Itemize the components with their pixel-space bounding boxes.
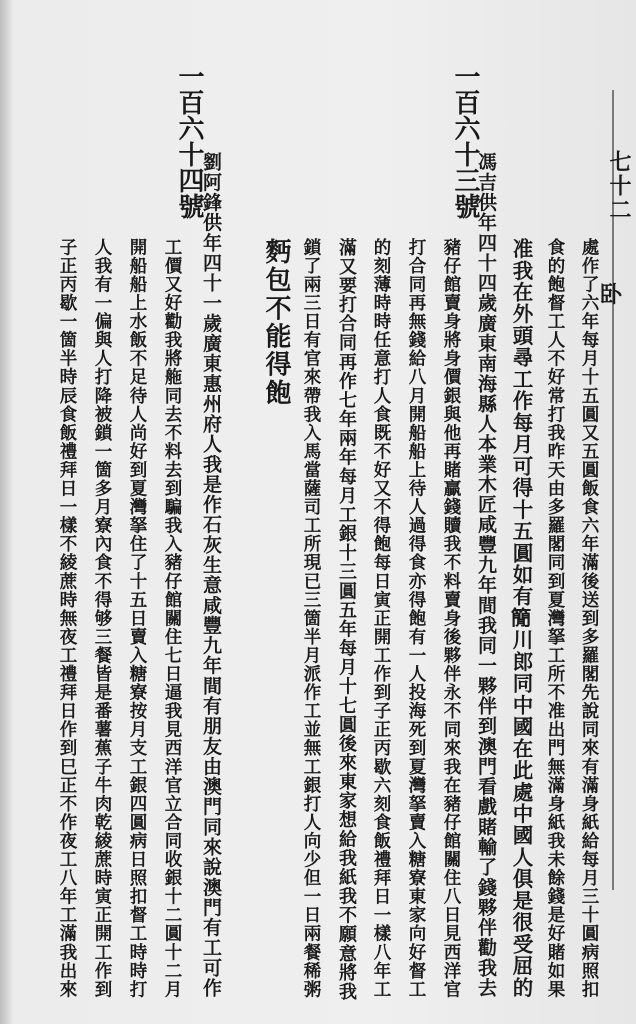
- heading-163: 一百六十三號: [450, 63, 480, 219]
- binding-fold: [0, 0, 12, 1024]
- text-column: 麪包不能得飽: [261, 238, 291, 408]
- text-column: 工價又好勸我將䑨同去不料去到騙我入豬仔館關住七日逼我見西洋官立合同收銀十二圓十二月: [162, 238, 182, 999]
- text-column: 食的飽督工人不好常打我昨天由多羅閣同到夏灣拏工所不准出門無滿身紙我未餘錢是好賭如果: [545, 238, 565, 999]
- text-column: 開船船上水飯不足待人尚好到夏灣拏住了十五日賣入糖寮按月支工銀四圓病日照扣督工時時打: [127, 238, 147, 999]
- heading-164: 一百六十四號: [174, 63, 204, 219]
- text-column: 馮吉供年四十四歲廣東南海縣人本業木匠咸豐九年間我同一夥伴到澳門看戲賭輸了錢夥伴勸我去: [475, 152, 497, 998]
- text-column: 豬仔館賣身將身價銀與他再賭贏錢贖我不料賣身後夥伴永不同來我在豬仔館關住八日見西洋官: [441, 238, 461, 999]
- text-column: 子正丙歇一箇半時辰食飯禮拜日一樣不綾蔗時無夜工禮拜日作到巳正不作夜工八年工滿我出來: [57, 238, 77, 999]
- text-column: 滿又要打合同再作七年兩年每月工銀十三圓五年每月十七圓後來東家想給我紙我不願意將我: [336, 238, 357, 1002]
- text-column: 打合同再無錢給八月開船船上待人過得食亦得飽有一人投海死到夏灣拏賣入糖寮東家向好督工: [406, 238, 426, 999]
- text-column: 的刻薄時時任意打人食既不好又不得飽每日寅正開工作到子正丙歇六刻食飯禮拜日一樣八年工: [371, 238, 391, 999]
- running-head-char: 卧: [600, 282, 623, 308]
- text-column: 劉阿鋒供年四十一歲廣東惠州府人我是作石灰生意咸豐九年間有朋友由澳門同來說澳門有工可作: [200, 152, 222, 998]
- text-column: 准我在外頭尋工作每月可得十五圓如有𥳑川郎同中國在此處中國人俱是很受屈的: [509, 238, 533, 999]
- text-column: 鎖了兩三日有官來帶我入馬當薩司工所現已三箇半月派作工並無工銀打人向少但一日兩餐稀粥: [301, 238, 321, 999]
- page-number: 七十二: [606, 150, 632, 222]
- text-column: 人我有一偏與人打降被鎖一箇多月寮內食不得够三餐皆是番薯蕉子牛肉乾綾蔗時寅正開工作到: [92, 238, 112, 999]
- text-column: 處作了六年每月十五圓又五圓飯食六年滿後送到多羅閣先說同來有滿身紙給每月三十圓病照扣: [579, 238, 599, 999]
